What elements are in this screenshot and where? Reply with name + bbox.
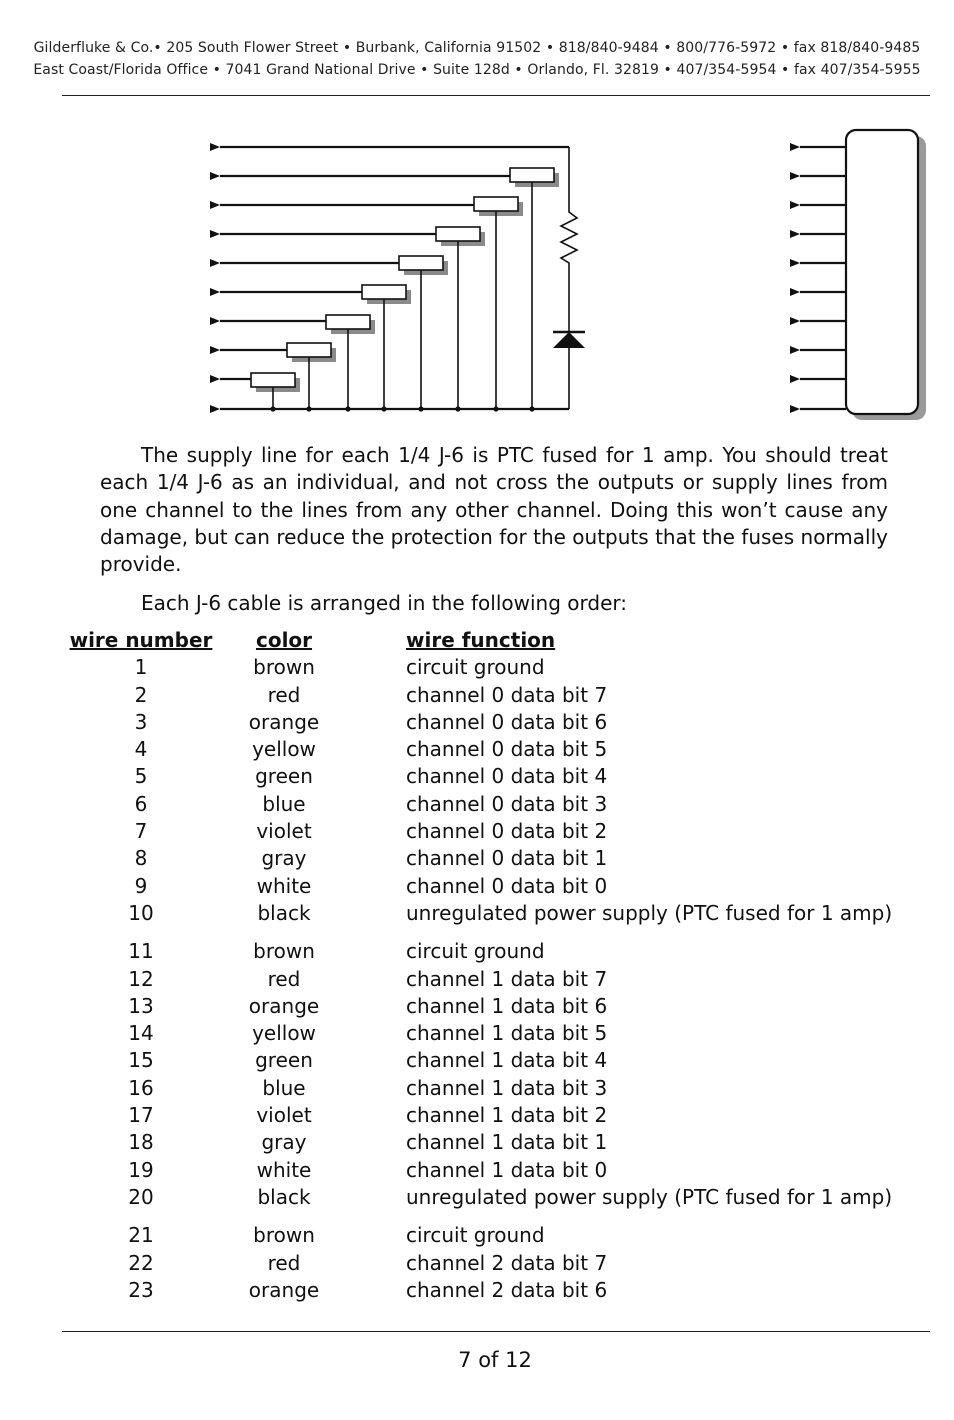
wire-function-cell: channel 0 data bit 7 bbox=[406, 682, 608, 707]
wire-color-cell: green bbox=[255, 1048, 313, 1073]
table-row bbox=[62, 900, 892, 927]
wire-number-cell: 6 bbox=[134, 791, 148, 816]
table-row bbox=[62, 1075, 892, 1102]
junction-dot bbox=[455, 406, 460, 411]
driver-box bbox=[510, 168, 554, 182]
wire-number-cell: 19 bbox=[128, 1157, 154, 1182]
table-row bbox=[62, 1211, 892, 1249]
wire-function-cell: channel 0 data bit 5 bbox=[406, 737, 608, 762]
junction-dot bbox=[529, 406, 534, 411]
table-row bbox=[62, 1277, 892, 1304]
table-row bbox=[62, 654, 892, 681]
wire-number-cell: 1 bbox=[134, 655, 148, 680]
cable-order-intro: Each J-6 cable is arranged in the following order: bbox=[141, 591, 627, 615]
table-row bbox=[62, 1157, 892, 1184]
driver-box bbox=[251, 373, 295, 387]
table-row bbox=[62, 763, 892, 790]
driver-box bbox=[287, 343, 331, 357]
diode-symbol bbox=[553, 332, 585, 348]
wire-function-cell: unregulated power supply (PTC fused for 1 amp) bbox=[406, 900, 893, 925]
letterhead-line-2 bbox=[0, 62, 954, 78]
ptc-resistor-symbol bbox=[561, 205, 577, 295]
table-row bbox=[62, 682, 892, 709]
table-row bbox=[62, 1102, 892, 1129]
wire-function-cell: circuit ground bbox=[406, 655, 545, 680]
table-row bbox=[62, 709, 892, 736]
wire-color-cell: brown bbox=[253, 655, 315, 680]
driver-box bbox=[362, 285, 406, 299]
wire-color-cell: white bbox=[256, 873, 312, 898]
wire-function-cell: channel 0 data bit 3 bbox=[406, 791, 608, 816]
wire-number-cell: 5 bbox=[134, 764, 148, 789]
wire-number-cell: 15 bbox=[128, 1048, 154, 1073]
footer-divider bbox=[62, 1331, 930, 1332]
wire-color-cell: blue bbox=[262, 791, 306, 816]
table-row bbox=[62, 993, 892, 1020]
wire-table bbox=[62, 627, 892, 1304]
wire-number-cell: 21 bbox=[128, 1223, 154, 1248]
wire-function-cell: unregulated power supply (PTC fused for 1 amp) bbox=[406, 1184, 893, 1209]
wire-function-cell: channel 1 data bit 2 bbox=[406, 1103, 608, 1128]
wire-color-cell: red bbox=[267, 966, 301, 991]
wire-number-cell: 20 bbox=[128, 1184, 154, 1209]
wire-function-cell: channel 1 data bit 7 bbox=[406, 966, 608, 991]
wire-color-cell: gray bbox=[261, 846, 307, 871]
header-wire-number: wire number bbox=[69, 628, 213, 652]
wire-function-cell: channel 0 data bit 0 bbox=[406, 873, 608, 898]
wire-function-cell: channel 0 data bit 6 bbox=[406, 709, 608, 734]
wire-color-cell: violet bbox=[256, 819, 312, 844]
wire-function-cell: channel 1 data bit 1 bbox=[406, 1130, 608, 1155]
wire-number-cell: 3 bbox=[134, 709, 148, 734]
wire-number-cell: 16 bbox=[128, 1075, 154, 1100]
wire-color-cell: red bbox=[267, 682, 301, 707]
wire-color-cell: blue bbox=[262, 1075, 306, 1100]
wire-number-cell: 10 bbox=[128, 900, 154, 925]
wire-function-cell: channel 1 data bit 5 bbox=[406, 1021, 608, 1046]
wire-number-cell: 8 bbox=[134, 846, 148, 871]
wire-number-cell: 4 bbox=[134, 737, 148, 762]
table-row bbox=[62, 1184, 892, 1211]
wire-function-cell: channel 1 data bit 6 bbox=[406, 993, 608, 1018]
driver-box bbox=[326, 315, 370, 329]
wire-function-cell: channel 2 data bit 7 bbox=[406, 1250, 608, 1275]
wire-function-cell: circuit ground bbox=[406, 939, 545, 964]
table-row bbox=[62, 1020, 892, 1047]
junction-dot bbox=[345, 406, 350, 411]
junction-dot bbox=[306, 406, 311, 411]
wire-function-cell: channel 1 data bit 4 bbox=[406, 1048, 608, 1073]
wire-color-cell: brown bbox=[253, 1223, 315, 1248]
wire-function-cell: channel 0 data bit 4 bbox=[406, 764, 608, 789]
table-row bbox=[62, 966, 892, 993]
letterhead-east-coast: East Coast/Florida Office • 7041 Grand National Drive • Suite 128d • Orlando, Fl. 32819 • 407/354-5954 • fax 407/354-5955 bbox=[33, 62, 921, 78]
header-divider bbox=[62, 95, 930, 96]
wire-color-cell: yellow bbox=[252, 737, 316, 762]
wire-color-cell: yellow bbox=[252, 1021, 316, 1046]
connector-body bbox=[846, 130, 918, 414]
wire-function-cell: channel 0 data bit 1 bbox=[406, 846, 608, 871]
table-row bbox=[62, 927, 892, 965]
header-color: color bbox=[255, 628, 313, 652]
wire-color-cell: black bbox=[257, 900, 311, 925]
wire-number-cell: 11 bbox=[128, 939, 154, 964]
table-row bbox=[62, 845, 892, 872]
wire-number-cell: 22 bbox=[128, 1250, 154, 1275]
wire-color-cell: brown bbox=[253, 939, 315, 964]
driver-box bbox=[474, 197, 518, 211]
junction-dot bbox=[493, 406, 498, 411]
wire-number-cell: 17 bbox=[128, 1103, 154, 1128]
wire-number-cell: 9 bbox=[134, 873, 148, 898]
wire-function-cell: circuit ground bbox=[406, 1223, 545, 1248]
table-row bbox=[62, 1129, 892, 1156]
wire-number-cell: 14 bbox=[128, 1021, 154, 1046]
wire-number-cell: 12 bbox=[128, 966, 154, 991]
table-row bbox=[62, 736, 892, 763]
page-number: 7 of 12 bbox=[458, 1348, 532, 1372]
wire-function-cell: channel 2 data bit 6 bbox=[406, 1277, 608, 1302]
wire-number-cell: 23 bbox=[128, 1277, 154, 1302]
header-wire-function: wire function bbox=[406, 628, 556, 652]
table-row bbox=[62, 818, 892, 845]
letterhead-address: Gilderfluke & Co.• 205 South Flower Street • Burbank, California 91502 • 818/840-9484 • 800/776-5972 • fax 818/840-9485 bbox=[33, 40, 921, 56]
wire-function-cell: channel 1 data bit 0 bbox=[406, 1157, 608, 1182]
driver-box bbox=[399, 256, 443, 270]
j6-wiring-schematic bbox=[0, 110, 954, 430]
wire-color-cell: orange bbox=[248, 709, 320, 734]
wire-color-cell: violet bbox=[256, 1103, 312, 1128]
letterhead-line-1 bbox=[0, 40, 954, 56]
junction-dot bbox=[381, 406, 386, 411]
wire-number-cell: 13 bbox=[128, 993, 154, 1018]
supply-line-paragraph: The supply line for each 1/4 J-6 is PTC fused for 1 amp. You should treat each 1/4 J-6 as an individual, and not cross the outputs or supply lines from one channel to the lines from any other channel. Doing this won’t cause any damage, but can reduce the protection for the outputs that the fuses normally provide. bbox=[100, 443, 888, 577]
wire-color-cell: red bbox=[267, 1250, 301, 1275]
wire-number-cell: 2 bbox=[134, 682, 148, 707]
wire-color-cell: black bbox=[257, 1184, 311, 1209]
wire-color-cell: orange bbox=[248, 1277, 320, 1302]
wire-color-cell: green bbox=[255, 764, 313, 789]
wire-color-cell: white bbox=[256, 1157, 312, 1182]
driver-circuit bbox=[220, 147, 585, 412]
wire-table-header bbox=[62, 627, 892, 654]
table-row bbox=[62, 1250, 892, 1277]
wire-color-cell: gray bbox=[261, 1130, 307, 1155]
wire-color-cell: orange bbox=[248, 993, 320, 1018]
junction-dot bbox=[270, 406, 275, 411]
connector-block bbox=[800, 130, 926, 420]
wire-number-cell: 18 bbox=[128, 1130, 154, 1155]
wire-function-cell: channel 0 data bit 2 bbox=[406, 819, 608, 844]
junction-dot bbox=[418, 406, 423, 411]
table-row bbox=[62, 873, 892, 900]
wire-function-cell: channel 1 data bit 3 bbox=[406, 1075, 608, 1100]
driver-box bbox=[436, 227, 480, 241]
table-row bbox=[62, 791, 892, 818]
wire-number-cell: 7 bbox=[134, 819, 148, 844]
table-row bbox=[62, 1047, 892, 1074]
